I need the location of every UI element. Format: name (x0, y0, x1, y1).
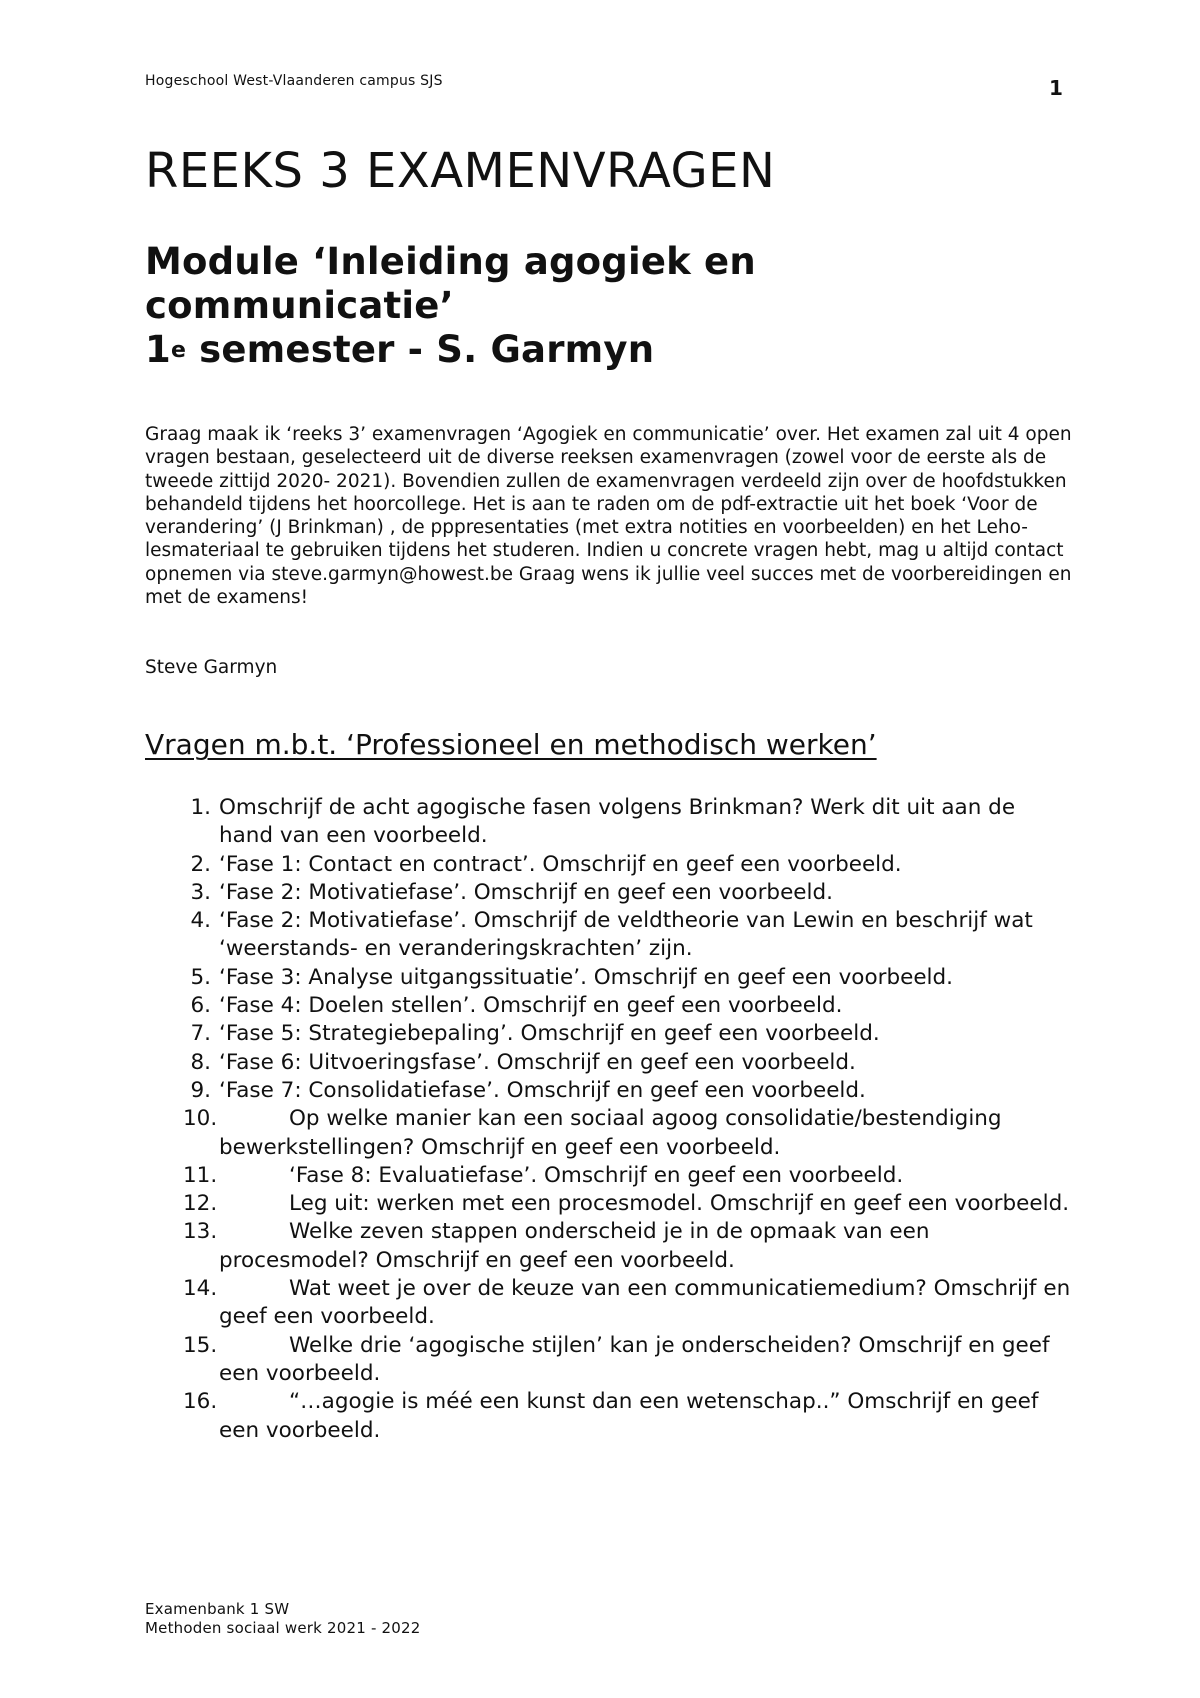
question-item (145, 1077, 1075, 1105)
question-text: ‘Fase 7: Consolidatiefase’. Omschrijf en geef een voorbeeld. (219, 1077, 866, 1103)
question-text: Omschrijf de acht agogische fasen volgens Brinkman? Werk dit uit aan de hand van een voorbeeld. (219, 795, 1016, 849)
semester-text: semester - S. Garmyn (186, 328, 655, 371)
question-text: ‘Fase 5: Strategiebepaling’. Omschrijf en geef een voorbeeld. (219, 1021, 880, 1047)
section-heading: Vragen m.b.t. ‘Professioneel en methodisch werken’ (145, 728, 877, 761)
question-number: 3. (190, 879, 211, 905)
question-number: 8. (190, 1049, 211, 1075)
question-number: 7. (190, 1021, 211, 1047)
question-text: Op welke manier kan een sociaal agoog consolidatie/bestendiging bewerkstellingen? Omschrijf en geef een voorbeeld. (219, 1106, 1002, 1160)
question-text: “…agogie is méé een kunst dan een wetenschap..” Omschrijf en geef een voorbeeld. (219, 1389, 1039, 1443)
question-number: 6. (190, 993, 211, 1019)
question-number: 11. (183, 1162, 218, 1188)
question-item (145, 907, 1075, 964)
question-text: ‘Fase 6: Uitvoeringsfase’. Omschrijf en geef een voorbeeld. (219, 1049, 856, 1075)
question-text: ‘Fase 1: Contact en contract’. Omschrijf en geef een voorbeeld. (219, 851, 902, 877)
question-text: ‘Fase 8: Evaluatiefase’. Omschrijf en geef een voorbeeld. (289, 1162, 904, 1188)
question-list (145, 794, 1075, 1445)
question-item (145, 794, 1075, 851)
question-text: Welke zeven stappen onderscheid je in de opmaak van een procesmodel? Omschrijf en geef een voorbeeld. (219, 1219, 930, 1273)
question-item (145, 1190, 1075, 1218)
intro-paragraph: Graag maak ik ‘reeks 3’ examenvragen ‘Agogiek en communicatie’ over. Het examen zal uit 4 open vragen bestaan, geselecteerd uit de diverse reeksen examenvragen (zowel voor de eerste als de tweede zittijd 2020- 2021). Bovendien zullen de examenvragen verdeeld zijn over de hoofdstukken behandeld tijdens het hoorcollege. Het is aan te raden om de pdf-extractie uit het boek ‘Voor de verandering’ (J Brinkman) , de pppresentaties (met extra notities en voorbeelden) en het Leho-lesmateriaal te gebruiken tijdens het studeren. Indien u concrete vragen hebt, mag u altijd contact opnemen via steve.garmyn@howest.be Graag wens ik jullie veel succes met de voorbereidingen en met de examens! (145, 424, 1072, 609)
question-number: 14. (183, 1276, 218, 1302)
semester-superscript: e (170, 338, 187, 363)
question-item (145, 1105, 1075, 1162)
question-text: ‘Fase 2: Motivatiefase’. Omschrijf en geef een voorbeeld. (219, 879, 833, 905)
question-number: 12. (183, 1191, 218, 1217)
semester-number: 1 (145, 328, 171, 371)
question-item (145, 992, 1075, 1020)
footer (145, 1600, 421, 1638)
question-text: Leg uit: werken met een procesmodel. Omschrijf en geef een voorbeeld. (289, 1191, 1070, 1217)
question-item (145, 1020, 1075, 1048)
signature: Steve Garmyn (145, 657, 278, 678)
question-text: Welke drie ‘agogische stijlen’ kan je onderscheiden? Omschrijf en geef een voorbeeld. (219, 1332, 1050, 1386)
question-item (145, 964, 1075, 992)
question-number: 2. (190, 851, 211, 877)
module-line-2: communicatie’ (145, 284, 454, 327)
question-item (145, 1275, 1075, 1332)
question-number: 16. (183, 1389, 218, 1415)
question-number: 5. (190, 964, 211, 990)
question-number: 1. (190, 795, 211, 820)
header-institution: Hogeschool West-Vlaanderen campus SJS (145, 73, 443, 89)
question-item (145, 1049, 1075, 1077)
question-number: 10. (183, 1106, 218, 1132)
question-number: 15. (183, 1332, 218, 1358)
question-number: 9. (190, 1077, 211, 1103)
question-number: 4. (190, 908, 211, 934)
question-text: Wat weet je over de keuze van een communicatiemedium? Omschrijf en geef een voorbeeld. (219, 1276, 1071, 1330)
question-item (145, 851, 1075, 879)
question-item (145, 1218, 1075, 1275)
question-text: ‘Fase 4: Doelen stellen’. Omschrijf en geef een voorbeeld. (219, 993, 843, 1019)
footer-line-1: Examenbank 1 SW (145, 1600, 290, 1618)
question-item (145, 1388, 1075, 1445)
footer-line-2: Methoden sociaal werk 2021 - 2022 (145, 1619, 421, 1637)
question-text: ‘Fase 3: Analyse uitgangssituatie’. Omschrijf en geef een voorbeeld. (219, 964, 954, 990)
module-line-1: Module ‘Inleiding agogiek en (145, 240, 756, 283)
page-title: REEKS 3 EXAMENVRAGEN (145, 143, 776, 199)
question-item (145, 879, 1075, 907)
question-item (145, 1332, 1075, 1389)
question-item (145, 1162, 1075, 1190)
question-text: ‘Fase 2: Motivatiefase’. Omschrijf de veldtheorie van Lewin en beschrijf wat ‘weerstands- en veranderingskrachten’ zijn. (219, 908, 1033, 962)
question-number: 13. (183, 1219, 218, 1245)
module-heading (145, 240, 756, 372)
page-number: 1 (1049, 76, 1063, 100)
